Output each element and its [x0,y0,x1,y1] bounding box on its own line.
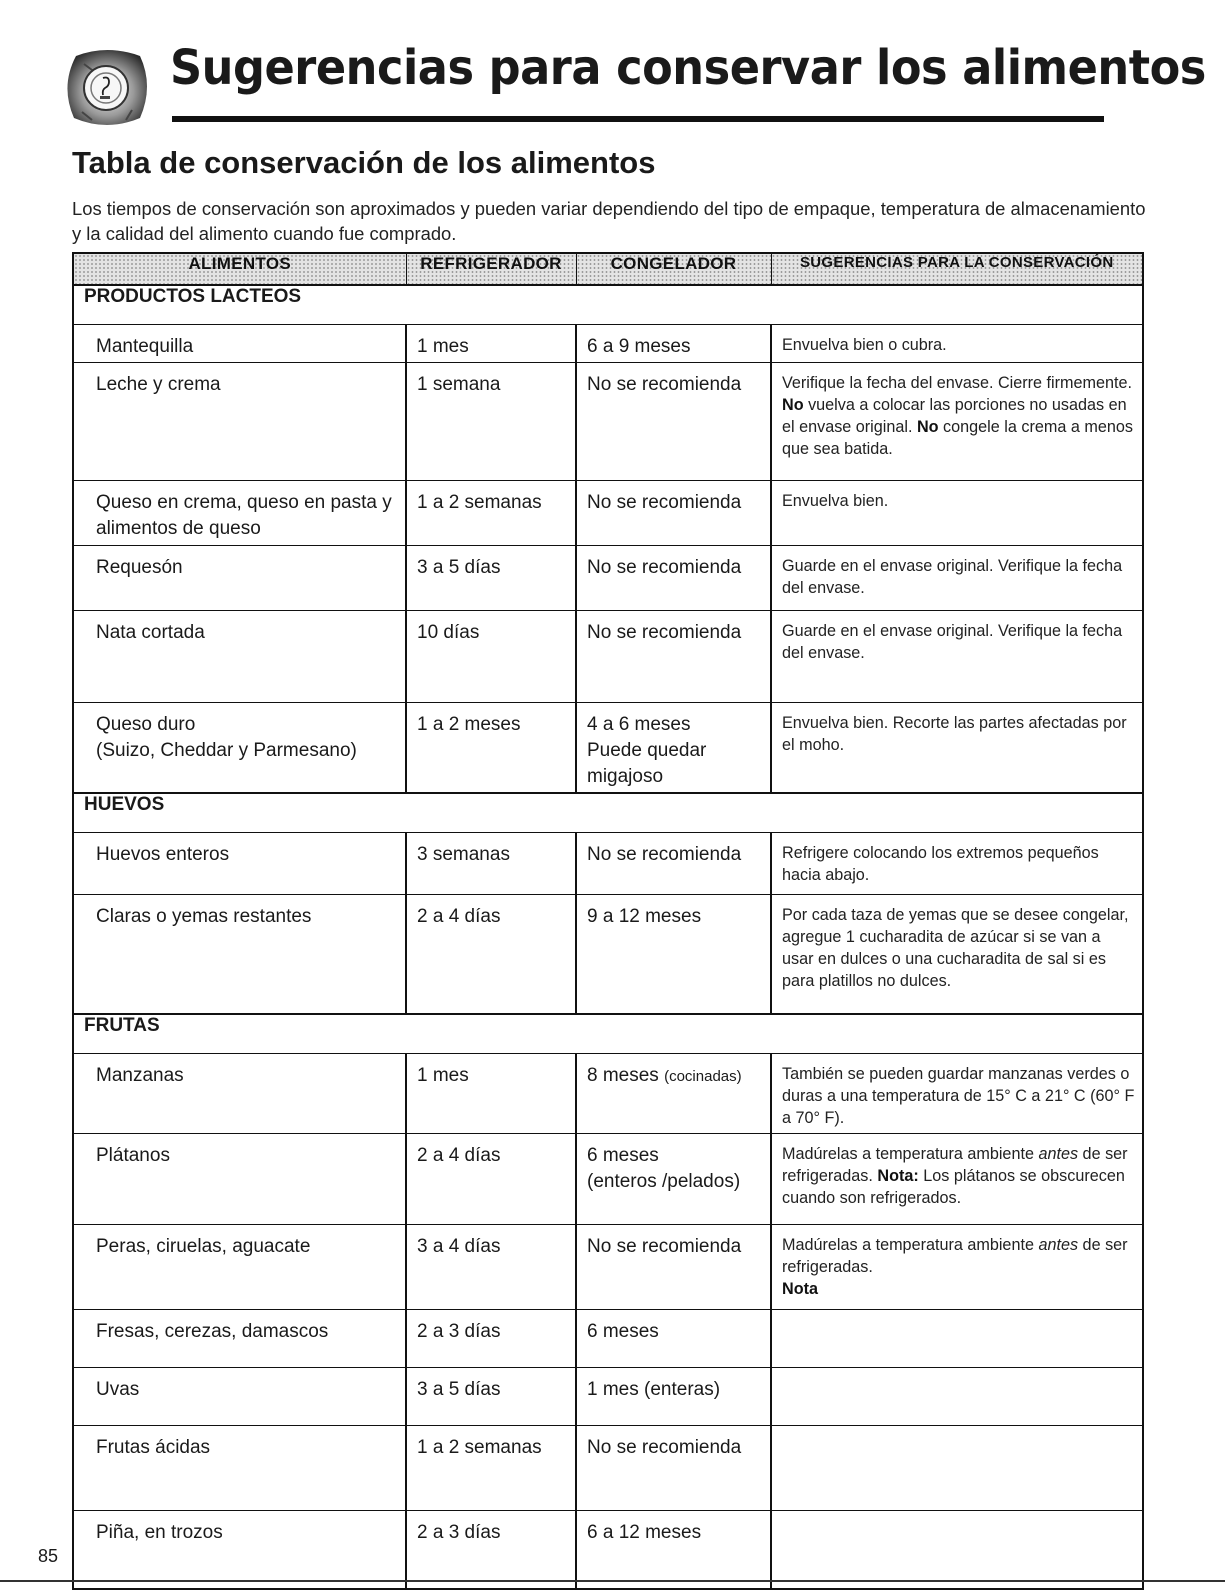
freezer-time-value: No se recomienda [587,374,742,395]
freezer-time-cell [576,481,771,546]
storage-tip-cell [771,1225,1143,1310]
food-name-cell: Nata cortada [73,611,406,703]
table-row [73,611,1143,703]
freezer-time-cell [576,894,771,1014]
tip-text-part: antes [1038,1145,1079,1163]
refrigerator-time-cell: 1 mes [406,1054,576,1134]
storage-tip-cell [771,1134,1143,1225]
refrigerator-time-cell: 3 a 5 días [406,546,576,611]
freezer-time-value: No se recomienda [587,1236,742,1257]
freezer-time-cell [576,1426,771,1511]
tip-text-part: Los plátanos se obscurecen cuando son refrigerados. [782,1167,1125,1207]
table-row [73,1054,1143,1134]
freezer-time-cell [576,832,771,894]
freezer-time-cell [576,611,771,703]
food-name-cell: Manzanas [73,1054,406,1134]
table-row [73,1368,1143,1426]
freezer-time-value: 6 a 9 meses [587,336,691,357]
freezer-time-value: No se recomienda [587,492,742,513]
table-row [73,1310,1143,1368]
tip-text-part: Madúrelas a temperatura ambiente [782,1236,1039,1254]
tip-text-part: No [916,418,939,436]
food-name-cell: Piña, en trozos [73,1511,406,1589]
table-row [73,363,1143,481]
storage-tip-cell: Envuelva bien. Recorte las partes afectadas por el moho. [771,703,1143,793]
refrigerator-time-cell: 3 a 4 días [406,1225,576,1310]
food-name-cell: Requesón [73,546,406,611]
storage-tip-cell [771,1368,1143,1426]
storage-tip-cell: Por cada taza de yemas que se desee congelar, agregue 1 cucharadita de azúcar si se van a usar en dulces o una cucharadita de sal si es para platillos no dulces. [771,894,1143,1014]
refrigerator-time-cell: 2 a 3 días [406,1310,576,1368]
refrigerator-time-cell: 3 a 5 días [406,1368,576,1426]
table-row [73,546,1143,611]
freezer-time-line: (enteros /pelados) [587,1171,741,1192]
food-name-cell: Claras o yemas restantes [73,894,406,1014]
header-sugerencias: SUGERENCIAS PARA LA CONSERVACIÓN [771,253,1143,285]
food-name-cell: Mantequilla [73,325,406,363]
header-congelador: CONGELADOR [576,253,771,285]
freezer-time-cell [576,703,771,793]
freezer-time-line: 6 meses [587,1145,659,1166]
freezer-time-cell [576,1310,771,1368]
table-row [73,1426,1143,1511]
storage-tip-cell: También se pueden guardar manzanas verdes o duras a una temperatura de 15° C a 21° C (60° F a 70° F). [771,1054,1143,1134]
tip-text-part: congele la crema a menos que sea batida. [782,418,1133,458]
food-name-line: (Suizo, Cheddar y Parmesano) [96,740,357,761]
storage-tip-cell [771,1426,1143,1511]
category-label: FRUTAS [73,1014,1143,1054]
refrigerator-time-cell: 10 días [406,611,576,703]
category-row [73,793,1143,833]
freezer-time-value: 6 meses [587,1321,659,1342]
freezer-time-cell [576,1134,771,1225]
storage-tip-cell [771,1511,1143,1589]
refrigerator-time-cell: 2 a 4 días [406,894,576,1014]
section-title: Tabla de conservación de los alimentos [72,145,656,180]
refrigerator-time-cell: 1 a 2 semanas [406,1426,576,1511]
food-name-cell: Queso en crema, queso en pasta y alimentos de queso [73,481,406,546]
storage-tip-cell: Refrigere colocando los extremos pequeños hacia abajo. [771,832,1143,894]
tip-text-part: de ser refrigeradas. [782,1236,1128,1276]
table-row [73,703,1143,793]
page-header [62,40,1206,130]
intro-paragraph: Los tiempos de conservación son aproximados y pueden variar dependiendo del tipo de empaque, temperatura de almacenamiento y la calidad del alimento cuando fue comprado. [72,198,1146,244]
freezer-time-cell [576,325,771,363]
category-label: HUEVOS [73,793,1143,833]
category-row [73,285,1143,325]
storage-tip-cell: Guarde en el envase original. Verifique la fecha del envase. [771,546,1143,611]
tip-text-part: Nota: [877,1167,919,1185]
freezer-time-note: (cocinadas) [664,1068,742,1085]
tip-text-part: No [782,396,804,414]
storage-tip-cell [771,1310,1143,1368]
food-name-cell: Huevos enteros [73,832,406,894]
freezer-time-value: No se recomienda [587,622,742,643]
food-name-cell: Fresas, cerezas, damascos [73,1310,406,1368]
freezer-time-value: 6 a 12 meses [587,1522,702,1543]
food-name-cell: Frutas ácidas [73,1426,406,1511]
refrigerator-time-cell: 3 semanas [406,832,576,894]
freezer-time-cell [576,546,771,611]
storage-tip-cell: Envuelva bien o cubra. [771,325,1143,363]
tip-text-part: vuelva a colocar las porciones no usadas en el envase original. [782,396,1127,436]
storage-tip-cell: Envuelva bien. [771,481,1143,546]
food-name-cell: Leche y crema [73,363,406,481]
refrigerator-time-cell: 1 a 2 semanas [406,481,576,546]
page-title: Sugerencias para conservar los alimentos [170,40,1206,96]
food-name-cell: Uvas [73,1368,406,1426]
tip-text-part: de ser refrigeradas. [782,1145,1128,1185]
freezer-time-cell [576,1368,771,1426]
freezer-time-line: Puede quedar migajoso [587,740,707,787]
refrigerator-time-cell: 2 a 4 días [406,1134,576,1225]
table-row [73,325,1143,363]
table-row [73,1134,1143,1225]
bottom-rule [0,1580,1225,1582]
storage-tip-cell: Guarde en el envase original. Verifique la fecha del envase. [771,611,1143,703]
freezer-time-value: 1 mes (enteras) [587,1379,721,1400]
food-name-cell [73,703,406,793]
header-alimentos: ALIMENTOS [73,253,406,285]
food-name-cell: Peras, ciruelas, aguacate [73,1225,406,1310]
tip-text-part: Verifique la fecha del envase. Cierre firmemente. [782,374,1133,392]
freezer-time-cell [576,363,771,481]
tip-text-part: antes [1038,1236,1079,1254]
lightbulb-icon [62,46,152,126]
refrigerator-time-cell: 1 mes [406,325,576,363]
freezer-time-value: 9 a 12 meses [587,905,702,927]
freezer-time-line: 4 a 6 meses [587,714,691,735]
tip-text-part: Madúrelas a temperatura ambiente [782,1145,1039,1163]
food-name-cell: Plátanos [73,1134,406,1225]
tip-text-part: Nota [782,1280,818,1298]
table-header-row [73,253,1143,285]
freezer-time-value: No se recomienda [587,557,742,578]
storage-tip-cell [771,363,1143,481]
header-refrigerador: REFRIGERADOR [406,253,576,285]
freezer-time-cell [576,1225,771,1310]
page-number: 85 [38,1546,59,1566]
refrigerator-time-cell: 1 a 2 meses [406,703,576,793]
table-row [73,832,1143,894]
table-row [73,894,1143,1014]
table-row [73,1511,1143,1589]
freezer-time-value: 8 meses [587,1065,659,1086]
freezer-time-value: No se recomienda [587,1437,742,1458]
freezer-time-cell [576,1054,771,1134]
category-label: PRODUCTOS LACTEOS [73,285,1143,325]
freezer-time-value: No se recomienda [587,843,742,865]
table-row [73,1225,1143,1310]
food-storage-table [72,252,1144,1590]
freezer-time-cell [576,1511,771,1589]
food-name-line: Queso duro [96,714,196,735]
refrigerator-time-cell: 2 a 3 días [406,1511,576,1589]
title-underline [172,116,1104,122]
category-row [73,1014,1143,1054]
table-row [73,481,1143,546]
refrigerator-time-cell: 1 semana [406,363,576,481]
